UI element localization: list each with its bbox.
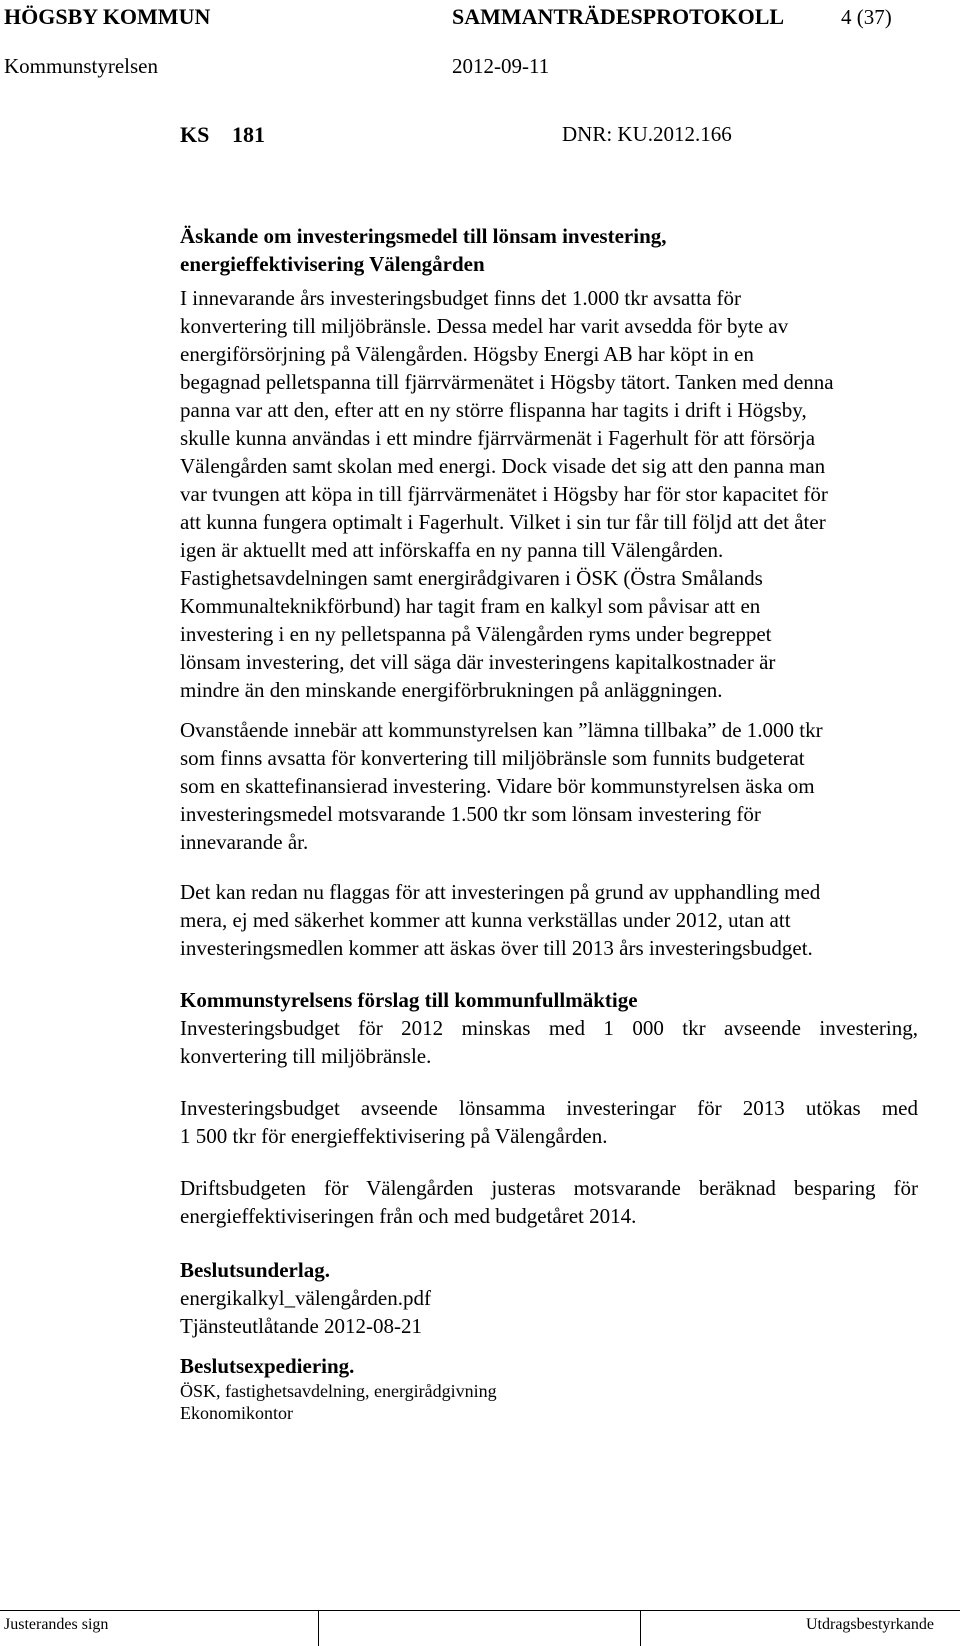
case-title: Äskande om investeringsmedel till lönsam investering, energieffektivisering Välengården xyxy=(180,224,667,276)
decision-basis-item: Tjänsteutlåtande 2012-08-21 xyxy=(180,1314,423,1338)
proposal-item-1: Investeringsbudget för 2012 minskas med 1 000 tkr avseende investering, konvertering till miljöbränsle. xyxy=(180,1016,918,1068)
proposal-item-2: Investeringsbudget avseende lönsamma investeringar för 2013 utökas med 1 500 tkr för energieffektivisering på Välengården. xyxy=(180,1096,918,1148)
page-number: 4 (37) xyxy=(841,5,892,29)
footer-rule xyxy=(0,1610,960,1611)
document-type: SAMMANTRÄDESPROTOKOLL xyxy=(452,4,785,29)
decision-dispatch-heading: Beslutsexpediering. xyxy=(180,1354,355,1378)
decision-basis-heading: Beslutsunderlag. xyxy=(180,1258,330,1282)
decision-basis-item: energikalkyl_välengården.pdf xyxy=(180,1286,431,1310)
organization-name: HÖGSBY KOMMUN xyxy=(4,4,211,29)
decision-dispatch xyxy=(180,1352,956,1424)
footer-certification-label: Utdragsbestyrkande xyxy=(806,1616,934,1633)
ks-number: 181 xyxy=(232,122,265,147)
footer-divider xyxy=(640,1610,641,1646)
committee-name: Kommunstyrelsen xyxy=(4,54,158,78)
decision-basis xyxy=(180,1256,956,1340)
paragraph-procurement-note: Det kan redan nu flaggas för att investeringen på grund av upphandling med mera, ej med säkerhet kommer att kunna verkställas under 2012, utan att investeringsmedlen kommer att äskas över till 2013 års investeringsbudget. xyxy=(180,880,821,960)
dispatch-recipient: Ekonomikontor xyxy=(180,1403,293,1423)
paragraph-consequence: Ovanstående innebär att kommunstyrelsen kan ”lämna tillbaka” de 1.000 tkr som finns avsatta för konvertering till miljöbränsle som funnits budgeterat som en skattefinansierad investering. Vidare bör kommunstyrelsen äska om investeringsmedel motsvarande 1.500 tkr som lönsam investering för innevarande år. xyxy=(180,718,823,854)
proposal-heading: Kommunstyrelsens förslag till kommunfullmäktige xyxy=(180,988,638,1012)
ks-label: KS xyxy=(180,122,210,147)
footer-signature-label: Justerandes sign xyxy=(4,1616,109,1633)
proposal-item-3: Driftsbudgeten för Välengården justeras motsvarande beräknad besparing för energieffektiviseringen från och med budgetåret 2014. xyxy=(180,1176,918,1228)
dispatch-recipient: ÖSK, fastighetsavdelning, energirådgivning xyxy=(180,1381,497,1401)
footer-divider xyxy=(318,1610,319,1646)
meeting-date: 2012-09-11 xyxy=(452,54,550,78)
paragraph-background: I innevarande års investeringsbudget finns det 1.000 tkr avsatta för konvertering till miljöbränsle. Dessa medel har varit avsedda för byte av energiförsörjning på Välengården. Högsby Energi AB har köpt in en begagnad pelletspanna till fjärrvärmenätet i Högsby tätort. Tanken med denna panna var att den, efter att en ny större flispanna har tagits i drift i Högsby, skulle kunna användas i ett mindre fjärrvärmenät i Fagerhult för att försörja Välengården samt skolan med energi. Dock visade det sig att den panna man var tvungen att köpa in till fjärrvärmenätet i Högsby har för stor kapacitet för att kunna fungera optimalt i Fagerhult. Vilket i sin tur får till följd att det åter igen är aktuellt med att införskaffa en ny panna till Välengården. Fastighetsavdelningen samt energirådgivaren i ÖSK (Östra Smålands Kommunalteknikförbund) har tagit fram en kalkyl som påvisar att en investering i en ny pelletspanna på Välengården ryms under begreppet lönsam investering, det vill säga där investeringens kapitalkostnader är mindre än den minskande energiförbrukningen på anläggningen. xyxy=(180,286,834,702)
diary-number: DNR: KU.2012.166 xyxy=(562,122,732,146)
